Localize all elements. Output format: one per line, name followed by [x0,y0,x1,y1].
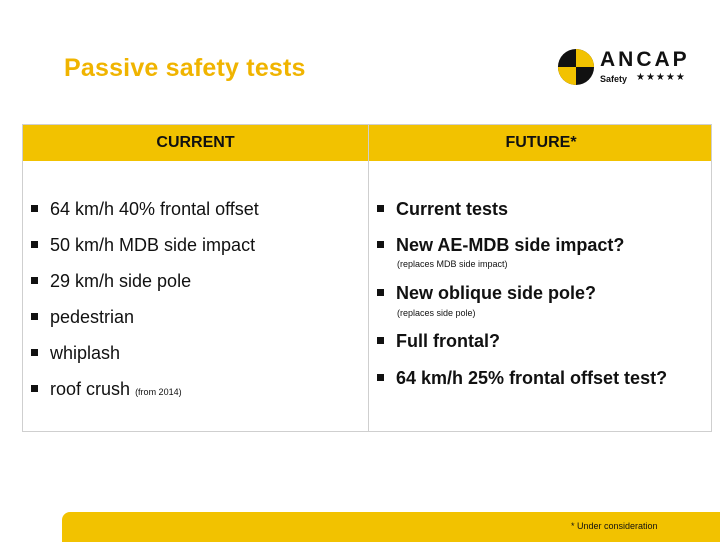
bullet-icon [31,385,38,392]
future-item [377,199,508,220]
logo-subtitle: Safety [600,74,628,84]
ancap-logo [557,46,690,94]
current-item-text: whiplash [50,343,121,363]
bullet-icon [31,349,38,356]
footer-note: * Under consideration [571,521,658,531]
current-item [31,307,134,328]
future-item-text: Full frontal? [396,331,500,351]
bullet-icon [31,277,38,284]
table-header [23,125,711,161]
bullet-icon [377,289,384,296]
current-item-text: 64 km/h 40% frontal offset [50,199,259,219]
current-item-text: pedestrian [50,307,135,327]
bullet-icon [377,241,384,248]
future-item [377,368,667,389]
current-item-text: roof crush [50,379,131,399]
slide-title: Passive safety tests [64,54,306,82]
future-item-text: Current tests [396,199,509,219]
future-item-text: New oblique side pole? [396,283,597,303]
bullet-icon [31,241,38,248]
future-item-note: (replaces MDB side impact) [397,259,508,269]
header-future: FUTURE* [505,134,577,151]
ancap-logo-icon [557,48,595,86]
current-item [31,199,259,220]
current-item [31,271,191,292]
current-item [31,235,255,256]
bullet-icon [377,374,384,381]
bullet-icon [377,205,384,212]
future-item [377,235,624,256]
future-item-text: 64 km/h 25% frontal offset test? [396,368,668,388]
future-item-text: New AE-MDB side impact? [396,235,625,255]
logo-wordmark: ANCAP [600,48,690,71]
column-divider [368,125,369,431]
bullet-icon [31,313,38,320]
current-item-text: 29 km/h side pole [50,271,192,291]
logo-stars: ★★★★★ [636,72,686,83]
current-item [31,343,120,364]
current-item [31,379,182,400]
current-item-text: 50 km/h MDB side impact [50,235,256,255]
bullet-icon [377,337,384,344]
current-item-note: (from 2014) [135,387,182,397]
future-item [377,283,596,304]
header-current: CURRENT [156,134,235,151]
future-item-note: (replaces side pole) [397,308,476,318]
bullet-icon [31,205,38,212]
future-item [377,331,500,352]
